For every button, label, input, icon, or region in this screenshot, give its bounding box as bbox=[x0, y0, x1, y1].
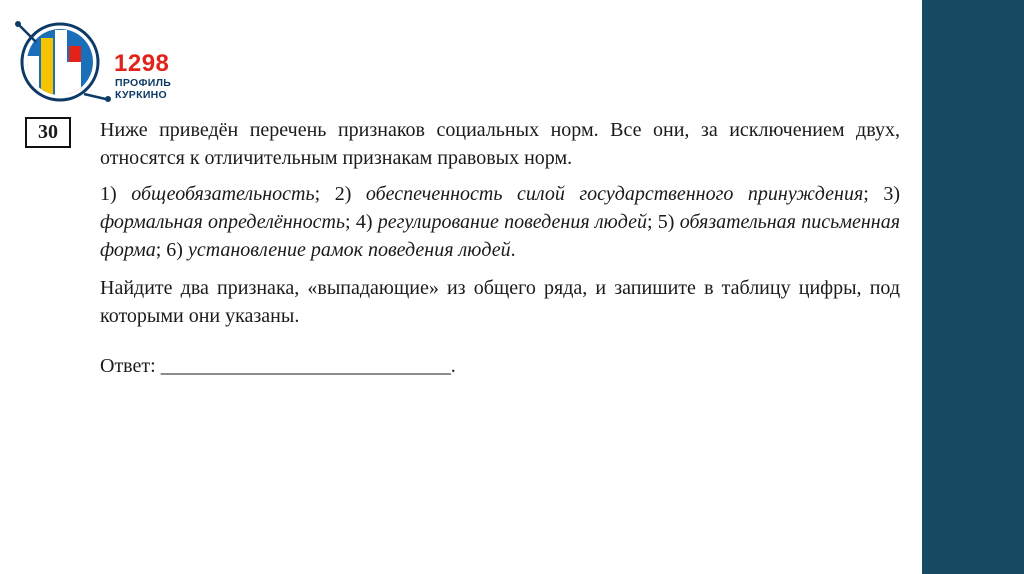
criteria-sep: ; bbox=[345, 211, 351, 233]
logo-text-line1: ПРОФИЛЬ bbox=[115, 77, 172, 89]
criteria-sep: . bbox=[510, 239, 516, 261]
criteria-sep: ; bbox=[314, 183, 321, 205]
criteria-text: общеобязательность bbox=[131, 183, 315, 205]
criteria-num: 3) bbox=[883, 183, 901, 205]
answer-blank: _____________________________. bbox=[160, 355, 456, 377]
criteria-text: регулирование поведения людей bbox=[377, 211, 647, 233]
criteria-num: 1) bbox=[100, 183, 117, 205]
logo-emblem-icon bbox=[14, 16, 114, 106]
side-panel bbox=[922, 0, 1024, 574]
task-content bbox=[100, 116, 900, 380]
criteria-list bbox=[100, 180, 900, 264]
criteria-num: 6) bbox=[166, 239, 183, 261]
task-intro: Ниже приведён перечень признаков социальных норм. Все они, за исключением двух, относятся к отличительным признакам правовых норм. bbox=[100, 119, 900, 169]
criteria-text: обеспеченность силой государственного принуждения bbox=[365, 183, 864, 205]
criteria-num: 2) bbox=[334, 183, 352, 205]
criteria-sep: ; bbox=[155, 239, 162, 261]
logo-text-line2: КУРКИНО bbox=[115, 89, 168, 101]
answer-line bbox=[100, 352, 900, 380]
task-number-box: 30 bbox=[25, 117, 71, 148]
criteria-sep: ; bbox=[863, 183, 869, 205]
answer-label: Ответ: bbox=[100, 355, 156, 377]
task-instruction: Найдите два признака, «выпадающие» из общего ряда, и запишите в таблицу цифры, под которыми они указаны. bbox=[100, 277, 900, 327]
criteria-text: обязательная письменная форма bbox=[100, 211, 900, 261]
criteria-text: установление рамок поведения людей bbox=[187, 239, 511, 261]
school-logo bbox=[14, 16, 174, 106]
criteria-num: 4) bbox=[355, 211, 373, 233]
logo-number: 1298 bbox=[114, 50, 170, 77]
criteria-text: формальная определённость bbox=[100, 211, 345, 233]
criteria-sep: ; bbox=[646, 211, 653, 233]
criteria-num: 5) bbox=[657, 211, 675, 233]
